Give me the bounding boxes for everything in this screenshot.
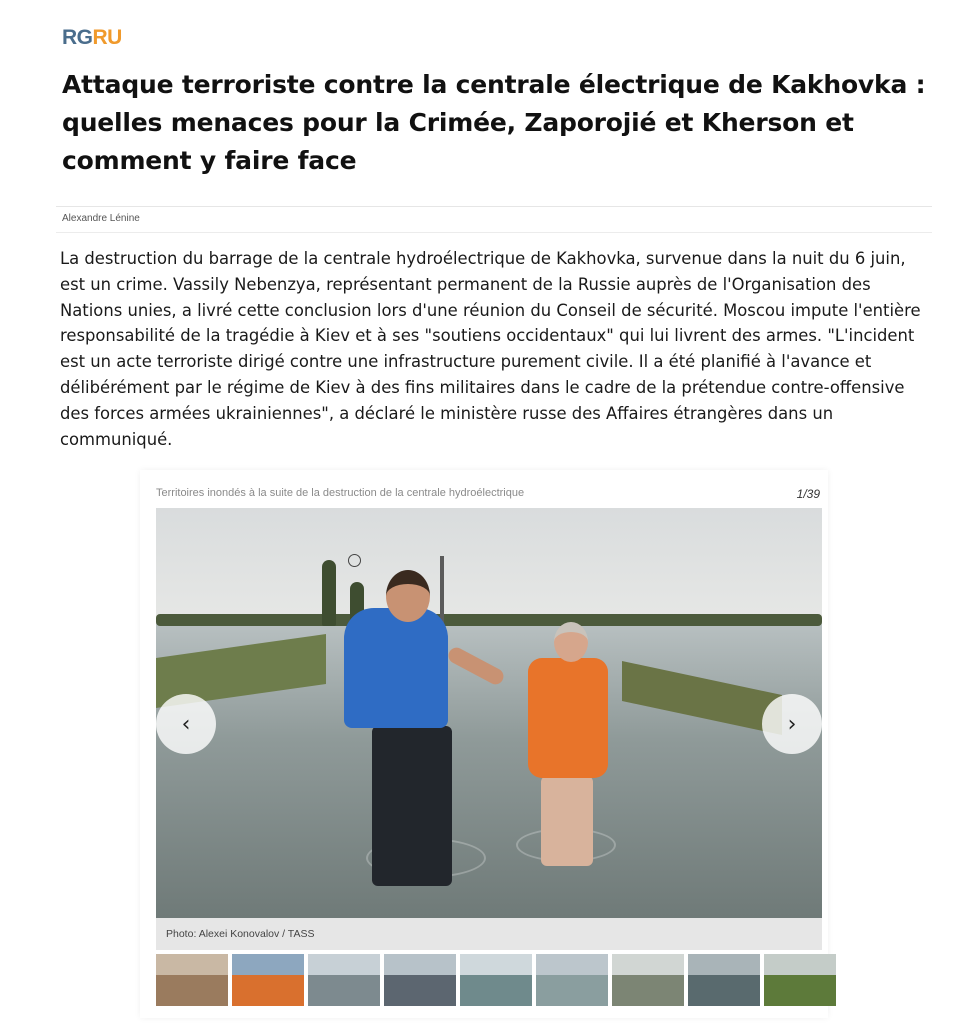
gallery-thumbnail[interactable] — [536, 954, 608, 1006]
gallery-prev-button[interactable] — [156, 694, 216, 754]
photo-sky — [156, 508, 822, 628]
photo-woman-head — [554, 622, 588, 662]
thumbnail-ground — [308, 975, 380, 1006]
gallery-main-photo[interactable] — [156, 508, 822, 918]
thumbnail-sky — [232, 954, 304, 975]
thumbnail-sky — [688, 954, 760, 975]
thumbnail-ground — [764, 975, 836, 1006]
thumbnail-ground — [536, 975, 608, 1006]
thumbnail-sky — [612, 954, 684, 975]
photo-treeline — [156, 614, 822, 626]
photo-man-head — [386, 570, 430, 622]
gallery-thumbnail[interactable] — [688, 954, 760, 1006]
thumbnail-sky — [764, 954, 836, 975]
divider — [56, 206, 932, 207]
photo-tree — [322, 560, 336, 626]
site-logo[interactable] — [62, 26, 122, 50]
gallery-thumbnail[interactable] — [384, 954, 456, 1006]
thumbnail-ground — [232, 975, 304, 1006]
gallery-next-button[interactable] — [762, 694, 822, 754]
photo-man-legs — [372, 726, 452, 886]
logo-rg: RG — [62, 26, 93, 49]
photo-credit: Photo: Alexei Konovalov / TASS — [166, 928, 315, 940]
gallery-thumbnail[interactable] — [764, 954, 836, 1006]
gallery-thumbnail-strip — [156, 954, 822, 1008]
gallery-thumbnail[interactable] — [308, 954, 380, 1006]
thumbnail-ground — [460, 975, 532, 1006]
gallery-counter: 1/39 — [796, 487, 820, 501]
article-title: Attaque terroriste contre la centrale électrique de Kakhovka : quelles menaces pour la Crimée, Zaporojié et Kherson et comment y faire face — [62, 70, 926, 175]
article-lead: La destruction du barrage de la centrale hydroélectrique de Kakhovka, survenue dans la nuit du 6 juin, est un crime. Vassily Nebenzya, représentant permanent de la Russie auprès de l'Organisation des Nations unies, a livré cette conclusion lors d'une réunion du Conseil de sécurité. Moscou impute l'entière responsabilité de la tragédie à Kiev et à ses "soutiens occidentaux" qui lui livrent des armes. "L'incident est un acte terroriste dirigé contre une infrastructure purement civile. Il a été planifié à l'avance et délibérément par le régime de Kiev à des fins militaires dans le cadre de la prétendue contre-offensive des forces armées ukrainiennes", a déclaré le ministère russe des Affaires étrangères dans un communiqué. — [60, 249, 921, 449]
thumbnail-sky — [536, 954, 608, 975]
photo-credit-bar — [156, 918, 822, 950]
divider — [56, 232, 932, 233]
photo-power-pylon — [440, 556, 444, 626]
chevron-left-icon: ‹ — [181, 711, 191, 737]
thumbnail-sky — [156, 954, 228, 975]
logo-ru: RU — [92, 26, 122, 49]
thumbnail-ground — [688, 975, 760, 1006]
thumbnail-ground — [612, 975, 684, 1006]
thumbnail-ground — [156, 975, 228, 1006]
chevron-right-icon: › — [787, 711, 797, 737]
gallery-thumbnail[interactable] — [460, 954, 532, 1006]
thumbnail-sky — [384, 954, 456, 975]
photo-woman-legs — [541, 776, 593, 866]
thumbnail-ground — [384, 975, 456, 1006]
thumbnail-sky — [460, 954, 532, 975]
cursor-circle-icon — [348, 554, 361, 567]
thumbnail-sky — [308, 954, 380, 975]
photo-man-shirt — [344, 608, 448, 728]
photo-woman-vest — [528, 658, 608, 778]
gallery-caption: Territoires inondés à la suite de la destruction de la centrale hydroélectrique — [156, 487, 525, 499]
gallery-thumbnail[interactable] — [232, 954, 304, 1006]
gallery-thumbnail[interactable] — [612, 954, 684, 1006]
photo-gallery — [140, 470, 828, 1018]
author-link[interactable]: Alexandre Lénine — [62, 213, 140, 224]
gallery-thumbnail[interactable] — [156, 954, 228, 1006]
